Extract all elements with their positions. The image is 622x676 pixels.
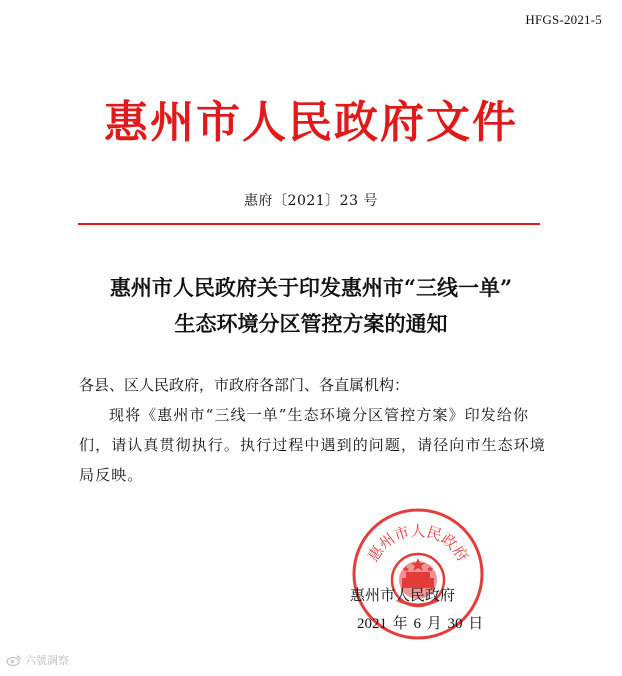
body-paragraph: 现将《惠州市“三线一单”生态环境分区管控方案》印发给你们，请认真贯彻执行。执行过程中遇到的问题，请径向市生态环境局反映。 [79, 406, 546, 484]
weibo-logo-icon [6, 654, 22, 666]
document-number: 惠府〔2021〕23 号 [244, 193, 378, 209]
title-line-1: 惠州市人民政府关于印发惠州市“三线一单” [109, 275, 513, 300]
salutation: 各县、区人民政府，市政府各部门、各直属机构： [79, 376, 410, 394]
issue-date: 2021 年 6 月 30 日 [357, 616, 484, 632]
watermark [6, 652, 69, 668]
seal-text: 惠州市人民政府 [363, 522, 473, 565]
red-divider [78, 223, 540, 225]
issuer-name: 惠州市人民政府 [350, 586, 456, 604]
document-header: 惠州市人民政府文件 [104, 97, 518, 148]
watermark-text: 六號調察 [25, 654, 69, 667]
document-code: HFGS-2021-5 [525, 12, 602, 27]
title-line-2: 生态环境分区管控方案的通知 [174, 311, 448, 336]
document-title [0, 270, 622, 342]
